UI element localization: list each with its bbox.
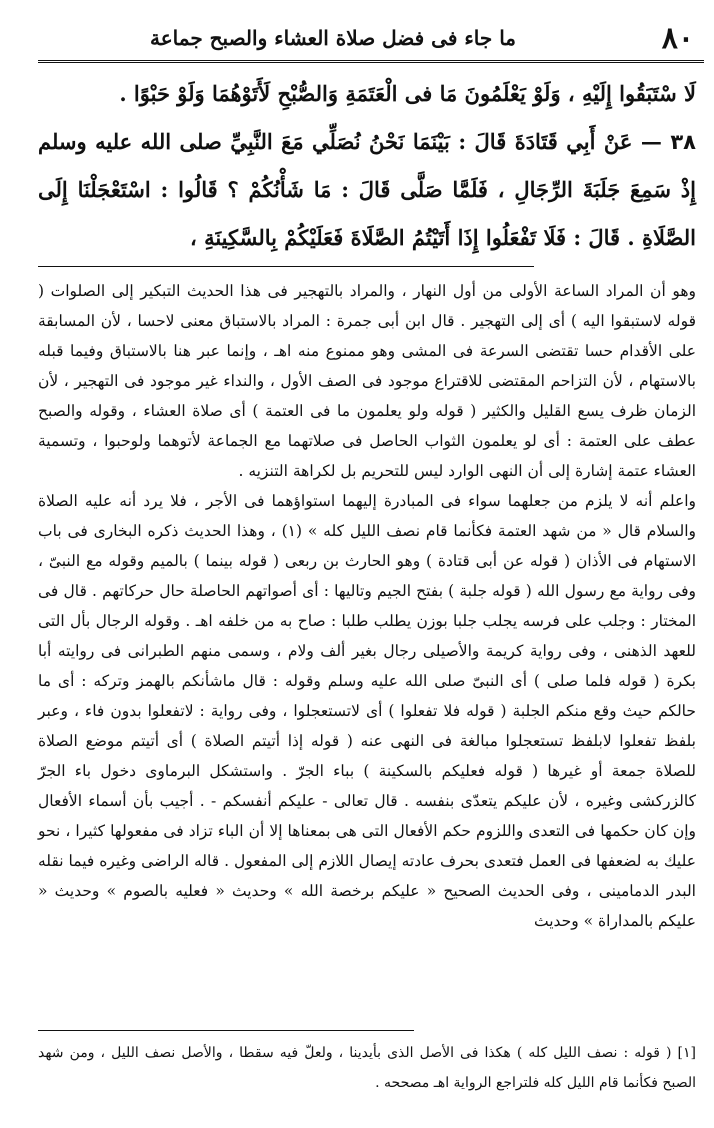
running-title: ما جاء فى فضل صلاة العشاء والصبح جماعة bbox=[150, 26, 516, 50]
text-commentary-divider bbox=[38, 266, 534, 267]
footnote-text: [١] ( قوله : نصف الليل كله ) هكذا فى الأصل الذى بأيدينا ، ولعلّ فيه سقطا ، والأصل نصف الليل ، ومن شهد الصبح فكأنما قام الليل كله فلتراجع الرواية اهـ مصححه . bbox=[38, 1045, 696, 1091]
commentary-block bbox=[38, 276, 696, 936]
hadith-38: ٣٨ — عَنْ أَبِي قَتَادَةَ قَالَ : بَيْنَمَا نَحْنُ نُصَلِّي مَعَ النَّبِيِّ صلى الله عليه وسلم إِذْ سَمِعَ جَلَبَةَ الرِّجَالِ ، فَلَمَّا صَلَّى قَالَ : مَا شَأْنُكُمْ ؟ قَالُوا : اسْتَعْجَلْنَا إِلَى الصَّلَاةِ . قَالَ : فَلَا تَفْعَلُوا إِذَا أَتَيْتُمُ الصَّلَاةَ فَعَلَيْكُمْ بِالسَّكِينَةِ ، bbox=[38, 129, 696, 250]
hadith-body: عَنْ أَبِي قَتَادَةَ قَالَ : بَيْنَمَا نَحْنُ نُصَلِّي مَعَ النَّبِيِّ صلى الله عليه وسلم إِذْ سَمِعَ جَلَبَةَ الرِّجَالِ ، فَلَمَّا صَلَّى قَالَ : مَا شَأْنُكُمْ ؟ قَالُوا : اسْتَعْجَلْنَا إِلَى الصَّلَاةِ . قَالَ : فَلَا تَفْعَلُوا إِذَا أَتَيْتُمُ الصَّلَاةَ فَعَلَيْكُمْ بِالسَّكِينَةِ ، bbox=[38, 129, 696, 250]
page-header bbox=[40, 18, 694, 58]
header-divider bbox=[38, 60, 704, 63]
commentary-paragraph-1: وهو أن المراد الساعة الأولى من أول النهار ، والمراد بالتهجير فى هذا الحديث التبكير إلى الصلوات ( قوله لاستبقوا اليه ) أى إلى التهجير . قال ابن أبى جمرة : المراد بالاستباق معنى لاحسا ، لأن المسابقة على الأقدام حسا تقتضى السرعة فى المشى وهو ممنوع منه اهـ ، وإنما عبر هنا بالاستباق وفيما قبله بالاستهام ، لأن التزاحم المقتضى للاقتراع موجود فى الصف الأول ، والنداء غير موجود فى التهجير ، لأن الزمان ظرف يسع القليل والكثير ( قوله ولو يعلمون ما فى العتمة ) أى صلاة العشاء ، وقوله والصبح عطف على العتمة : أى لو يعلمون الثواب الحاصل فى صلاتهما مع الجماعة لأتوهما ولوحبوا ، وتسمية العشاء عتمة إشارة إلى أن النهى الوارد ليس للتحريم بل لكراهة التنزيه . bbox=[38, 282, 696, 480]
hadith-text-block bbox=[38, 70, 696, 262]
hadith-continuation: لَا سْتَبَقُوا إِلَيْهِ ، وَلَوْ يَعْلَمُونَ مَا فى الْعَتَمَةِ وَالصُّبْحِ لَأَتَوْهُمَا وَلَوْ حَبْوًا . bbox=[119, 81, 696, 106]
footnote-divider bbox=[38, 1030, 414, 1031]
hadith-number: ٣٨ bbox=[670, 130, 696, 154]
commentary-paragraph-2: واعلم أنه لا يلزم من جعلهما سواء فى المبادرة إليهما استواؤهما فى الأجر ، فلا يرد أنه عليه الصلاة والسلام قال « من شهد العتمة فكأنما قام نصف الليل كله » (١) ، وهذا الحديث ذكره البخارى فى باب الاستهام فى الأذان ( قوله عن أبى قتادة ) وهو الحارث بن ربعى ( قوله بينما ) بالميم وقوله مع النبىّ ، وفى رواية مع رسول الله ( قوله جلبة ) بفتح الجيم وتاليها : أى أصواتهم الحاصلة حال حركاتهم . قال فى المختار : وجلب على فرسه يجلب جلبا بوزن يطلب طلبا : صاح به من خلفه اهـ . وقوله الرجال بأل التى للعهد الذهنى ، وفى رواية كريمة والأصيلى رجال بغير ألف ولام ، وسمى منهم الطبرانى فى روايته أبا بكرة ( قوله فلما صلى ) أى النبىّ صلى الله عليه وسلم وقوله : قال ماشأنكم بالهمز وتركه : أى ما حالكم حيث وقع منكم الجلبة ( قوله فلا تفعلوا ) أى لاتستعجلوا ، وفى رواية : لاتفعلوا بدون فاء ، وعبر بلفظ تفعلوا لابلفظ تستعجلوا مبالغة فى النهى عنه ( قوله إذا أتيتم الصلاة ) أى أتيتم موضع الصلاة للصلاة جمعة أو غيرها ( قوله فعليكم بالسكينة ) بباء الجرّ . واستشكل البرماوى دخول باء الجرّ كالزركشى وغيره ، لأن عليكم يتعدّى بنفسه . قال تعالى - عليكم أنفسكم - . أجيب بأن أسماء الأفعال وإن كان حكمها فى التعدى واللزوم حكم الأفعال التى هى بمعناها إلا أن الباء تزاد فى مفعولها كثيرا ، نحو عليك به لضعفها فى العمل فتعدى بحرف عادته إيصال اللازم إلى المفعول . قاله الراضى وغيره فيما نقله البدر الدمامينى ، وفى الحديث الصحيح « عليكم برخصة الله » وحديث « فعليه بالصوم » وحديث « عليكم بالمداراة » وحديث bbox=[38, 492, 696, 930]
page-number: ٨٠ bbox=[661, 20, 694, 56]
footnote bbox=[38, 1038, 696, 1098]
